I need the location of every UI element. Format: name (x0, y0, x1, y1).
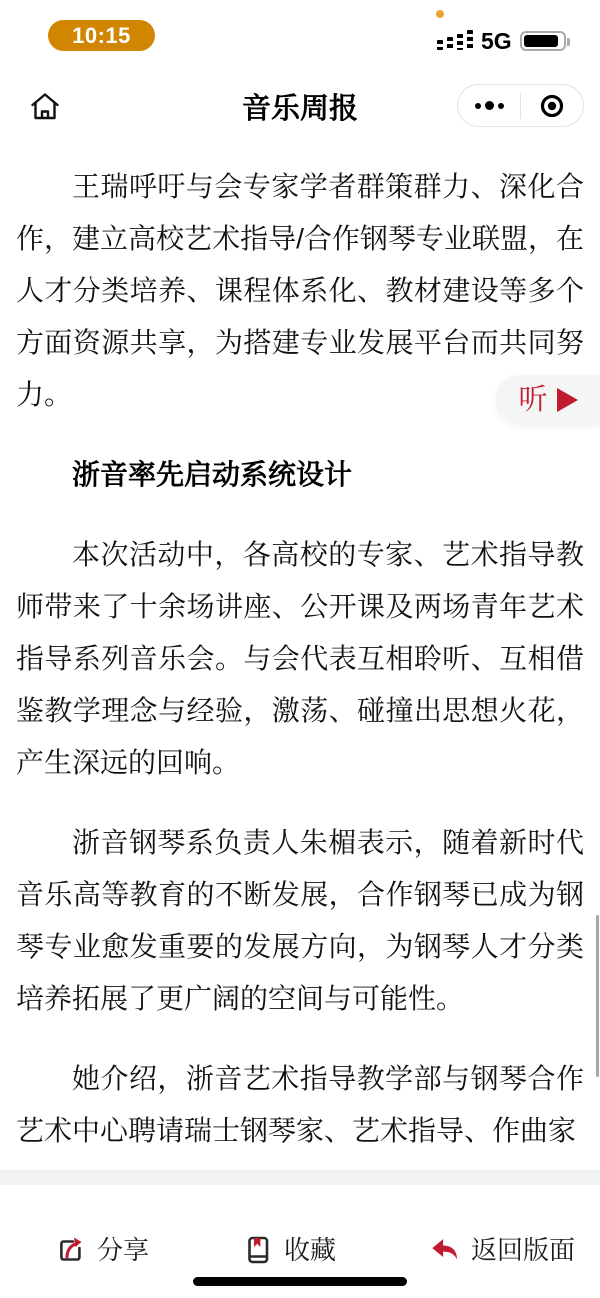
scrollbar-thumb[interactable] (596, 915, 599, 1077)
mini-program-capsule (457, 84, 584, 127)
article-content (0, 141, 600, 1170)
more-menu-button[interactable] (458, 85, 520, 126)
target-icon (537, 91, 567, 121)
battery-icon (520, 31, 566, 51)
cellular-signal-icon (437, 30, 473, 50)
article-paragraph: 她介绍，浙音艺术指导教学部与钢琴合作艺术中心聘请瑞士钢琴家、艺术指导、作曲家 (16, 1063, 584, 1146)
home-indicator-bar[interactable] (193, 1277, 407, 1286)
more-dots-icon (475, 101, 504, 110)
back-label: 返回版面 (470, 1235, 575, 1265)
battery-nub (567, 38, 570, 46)
favorite-button[interactable] (242, 1233, 336, 1267)
article-paragraph: 浙音钢琴系负责人朱楣表示，随着新时代音乐高等教育的不断发展，合作钢琴已成为钢琴专业愈发重要的发展方向，为钢琴人才分类培养拓展了更广阔的空间与可能性。 (16, 827, 584, 1014)
article-paragraph: 王瑞呼吁与会专家学者群策群力、深化合作，建立高校艺术指导/合作钢琴专业联盟，在人才分类培养、课程体系化、教材建设等多个方面资源共享，为搭建专业发展平台而共同努力。 (16, 171, 584, 410)
share-label: 分享 (97, 1235, 150, 1265)
reply-arrow-icon (429, 1234, 461, 1266)
listen-label: 听 (518, 383, 548, 416)
bookmark-book-icon (242, 1234, 274, 1266)
network-type-label: 5G (481, 28, 512, 54)
page-title: 音乐周报 (241, 93, 358, 125)
battery-level-fill (524, 35, 558, 47)
status-time-pill: 10:15 (48, 20, 155, 51)
favorite-label: 收藏 (283, 1235, 336, 1265)
section-heading: 浙音率先启动系统设计 (72, 459, 353, 490)
privacy-indicator-icon (436, 10, 444, 18)
share-button[interactable] (55, 1233, 149, 1267)
share-arrow-icon (55, 1234, 87, 1266)
play-triangle-icon (557, 388, 578, 412)
back-to-layout-button[interactable] (429, 1233, 575, 1267)
listen-audio-button[interactable] (496, 375, 600, 425)
content-bottom-band (0, 1170, 600, 1185)
minimize-close-button[interactable] (521, 85, 583, 126)
article-paragraph: 本次活动中，各高校的专家、艺术指导教师带来了十余场讲座、公开课及两场青年艺术指导系列音乐会。与会代表互相聆听、互相借鉴教学理念与经验，激荡、碰撞出思想火花，产生深远的回响。 (16, 539, 584, 778)
